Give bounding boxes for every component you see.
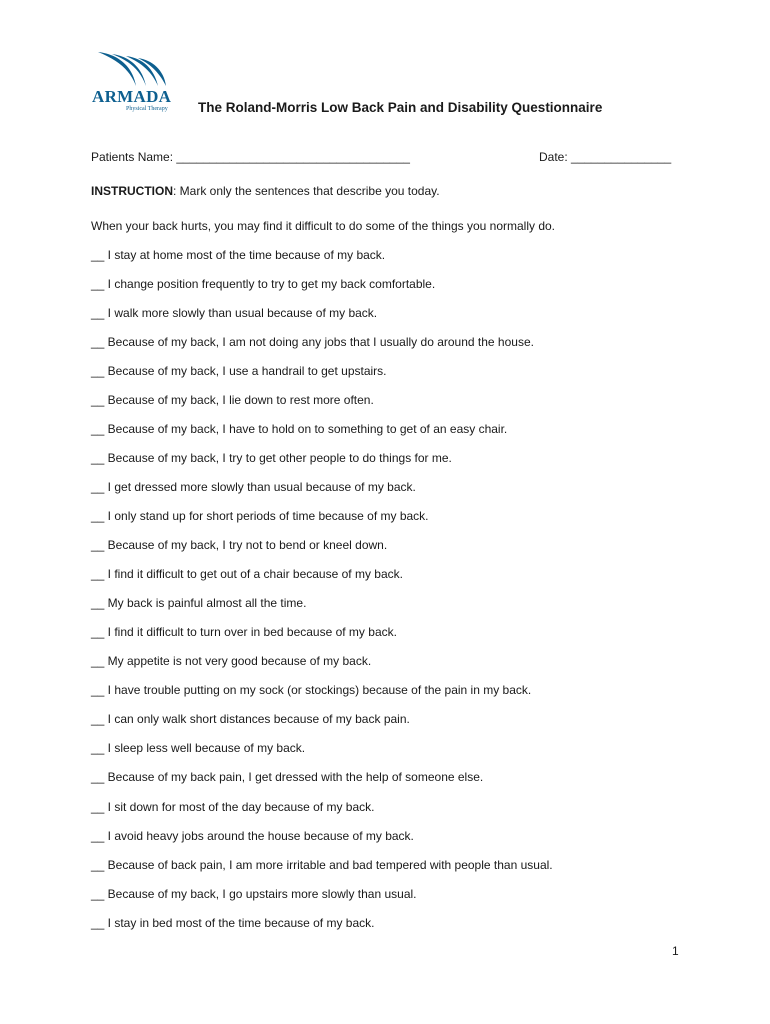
- questionnaire-item[interactable]: __ I stay at home most of the time because of my back.: [91, 248, 386, 262]
- questionnaire-item[interactable]: __ I walk more slowly than usual because of my back.: [91, 306, 378, 320]
- instruction: [91, 184, 440, 198]
- questionnaire-item[interactable]: __ Because of my back, I go upstairs more slowly than usual.: [91, 887, 417, 901]
- questionnaire-item[interactable]: __ I find it difficult to get out of a chair because of my back.: [91, 567, 403, 581]
- questionnaire-item[interactable]: __ I find it difficult to turn over in bed because of my back.: [91, 625, 397, 639]
- questionnaire-item[interactable]: __ Because of my back, I use a handrail to get upstairs.: [91, 364, 387, 378]
- page-title: The Roland-Morris Low Back Pain and Disability Questionnaire: [198, 100, 603, 115]
- questionnaire-item[interactable]: __ I can only walk short distances because of my back pain.: [91, 712, 410, 726]
- logo-subtitle: Physical Therapy: [126, 106, 168, 112]
- questionnaire-item[interactable]: __ Because of my back, I lie down to rest more often.: [91, 393, 374, 407]
- date-field[interactable]: Date: _______________: [539, 150, 672, 164]
- questionnaire-item[interactable]: __ Because of my back pain, I get dressed with the help of someone else.: [91, 770, 484, 784]
- patient-name-field[interactable]: Patients Name: ___________________________________: [91, 150, 410, 164]
- questionnaire-item[interactable]: __ I get dressed more slowly than usual because of my back.: [91, 480, 416, 494]
- questionnaire-item[interactable]: __ I sit down for most of the day because of my back.: [91, 800, 375, 814]
- wave-logo-icon: [96, 50, 168, 90]
- logo-name: ARMADA: [92, 87, 172, 106]
- intro-text: When your back hurts, you may find it difficult to do some of the things you normally do.: [91, 219, 556, 233]
- questionnaire-item[interactable]: __ Because of back pain, I am more irritable and bad tempered with people than usual.: [91, 858, 553, 872]
- armada-logo: [92, 50, 172, 112]
- questionnaire-item[interactable]: __ I have trouble putting on my sock (or stockings) because of the pain in my back.: [91, 683, 532, 697]
- questionnaire-item[interactable]: __ Because of my back, I have to hold on to something to get of an easy chair.: [91, 422, 508, 436]
- questionnaire-item[interactable]: __ My back is painful almost all the time.: [91, 596, 307, 610]
- page-number: 1: [672, 944, 679, 958]
- questionnaire-item[interactable]: __ I sleep less well because of my back.: [91, 741, 306, 755]
- questionnaire-item[interactable]: __ My appetite is not very good because of my back.: [91, 654, 372, 668]
- questionnaire-item[interactable]: __ I only stand up for short periods of time because of my back.: [91, 509, 429, 523]
- questionnaire-item[interactable]: __ Because of my back, I try not to bend or kneel down.: [91, 538, 388, 552]
- questionnaire-item[interactable]: __ Because of my back, I try to get other people to do things for me.: [91, 451, 452, 465]
- questionnaire-item[interactable]: __ I stay in bed most of the time because of my back.: [91, 916, 375, 930]
- questionnaire-item[interactable]: __ I avoid heavy jobs around the house because of my back.: [91, 829, 414, 843]
- questionnaire-item[interactable]: __ Because of my back, I am not doing any jobs that I usually do around the house.: [91, 335, 534, 349]
- instruction-label: INSTRUCTION: [91, 184, 173, 198]
- questionnaire-item[interactable]: __ I change position frequently to try to get my back comfortable.: [91, 277, 436, 291]
- instruction-text: : Mark only the sentences that describe you today.: [173, 184, 440, 198]
